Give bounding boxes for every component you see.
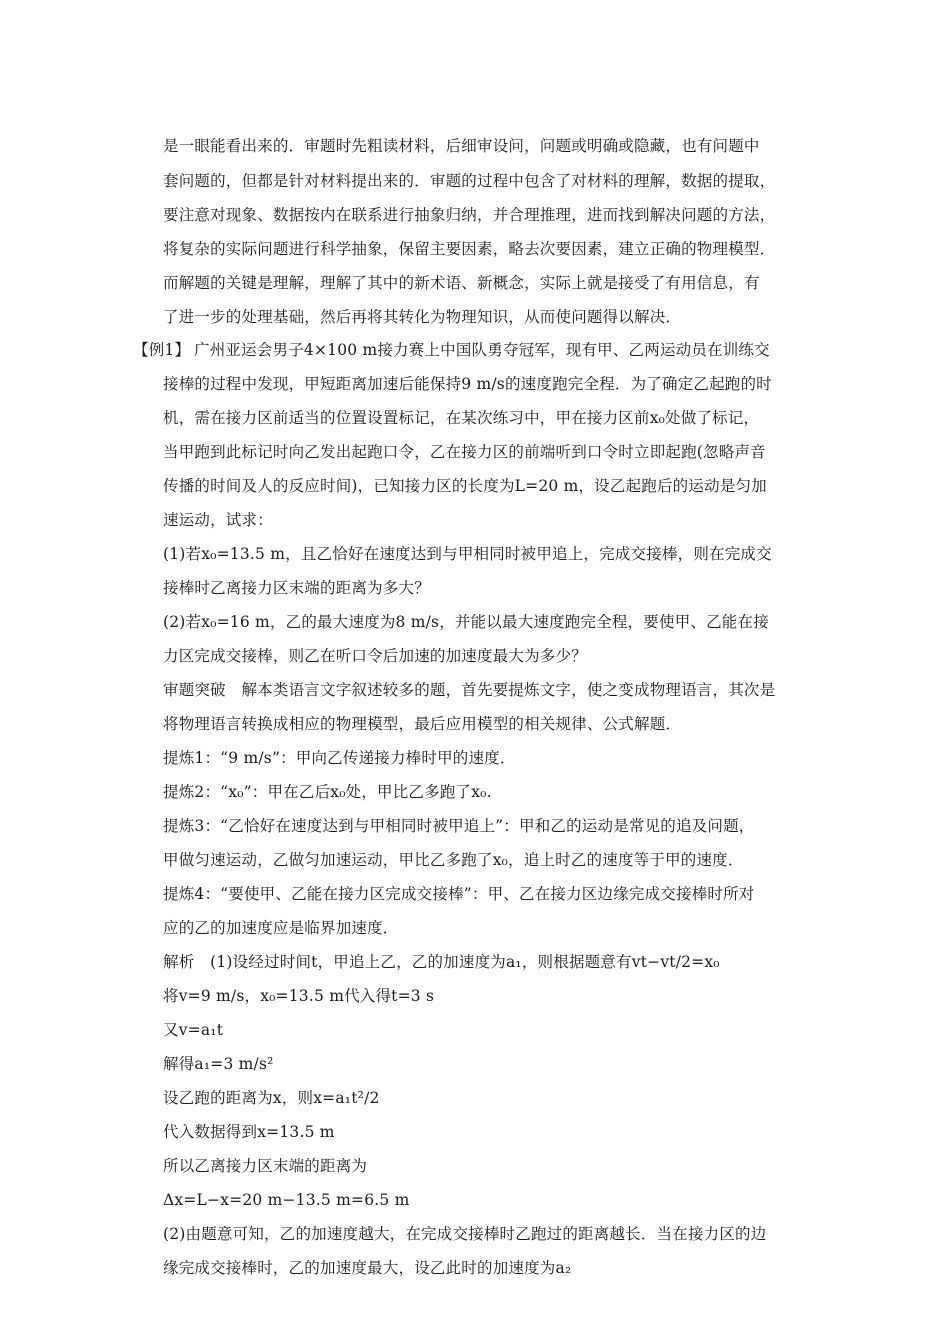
refine-line: 甲做匀速运动，乙做匀加速运动，甲比乙多跑了x₀，追上时乙的速度等于甲的速度． xyxy=(163,851,744,869)
refine-line: 提炼1：“9 m/s”：甲向乙传递接力棒时甲的速度． xyxy=(163,749,516,767)
example-line: 速运动，试求： xyxy=(163,511,273,529)
solution-line: 所以乙离接力区末端的距离为 xyxy=(163,1157,368,1175)
example-line: 接棒的过程中发现，甲短距离加速后能保持9 m/s的速度跑完全程．为了确定乙起跑的时 xyxy=(163,375,772,393)
solution-line: 又v=a₁t xyxy=(163,1021,224,1039)
question-1: 接棒时乙离接力区末端的距离为多大？ xyxy=(163,579,430,597)
refine-line: 应的乙的加速度应是临界加速度． xyxy=(163,919,399,937)
solution-line: 将v=9 m/s，x₀=13.5 m代入得t=3 s xyxy=(163,987,435,1005)
question-2: 力区完成交接棒，则乙在听口令后加速的加速度最大为多少？ xyxy=(163,647,587,665)
example-line: 广州亚运会男子4×100 m接力赛上中国队勇夺冠军，现有甲、乙两运动员在训练交 xyxy=(194,341,770,359)
solution-line: Δx=L−x=20 m−13.5 m=6.5 m xyxy=(163,1191,410,1209)
intro-line: 将复杂的实际问题进行科学抽象，保留主要因素，略去次要因素，建立正确的物理模型． xyxy=(163,240,776,258)
intro-line: 而解题的关键是理解，理解了其中的新术语、新概念，实际上就是接受了有用信息，有 xyxy=(163,274,760,292)
refine-line: 提炼2：“x₀”：甲在乙后x₀处，甲比乙多跑了x₀. xyxy=(163,783,492,801)
refine-line: 提炼3：“乙恰好在速度达到与甲相同时被甲追上”：甲和乙的运动是常见的追及问题， xyxy=(163,817,755,835)
refine-line: 提炼4：“要使甲、乙能在接力区完成交接棒”：甲、乙在接力区边缘完成交接棒时所对 xyxy=(163,885,755,903)
analysis-line: 将物理语言转换成相应的物理模型，最后应用模型的相关规律、公式解题． xyxy=(163,715,682,733)
intro-line: 是一眼能看出来的．审题时先粗读材料，后细审设问，问题或明确或隐藏，也有问题中 xyxy=(163,137,760,155)
example-label: 【例1】 xyxy=(133,341,191,359)
example-line: 传播的时间及人的反应时间)，已知接力区的长度为L=20 m，设乙起跑后的运动是匀加 xyxy=(163,477,767,495)
example-line: 当甲跑到此标记时向乙发出起跑口令，乙在接力区的前端听到口令时立即起跑(忽略声音 xyxy=(163,443,766,461)
intro-line: 要注意对现象、数据按内在联系进行抽象归纳，并合理推理，进而找到解决问题的方法， xyxy=(163,206,776,224)
question-2: (2)若x₀=16 m，乙的最大速度为8 m/s，并能以最大速度跑完全程，要使甲、乙能在接 xyxy=(163,613,769,631)
example-line: 机，需在接力区前适当的位置设置标记，在某次练习中，甲在接力区前x₀处做了标记， xyxy=(163,409,760,427)
solution-line: 解析 (1)设经过时间t，甲追上乙，乙的加速度为a₁，则根据题意有vt−vt/2=x₀ xyxy=(163,953,720,971)
analysis-line: 审题突破 解本类语言文字叙述较多的题，首先要提炼文字，使之变成物理语言，其次是 xyxy=(163,681,776,699)
solution-line: 解得a₁=3 m/s² xyxy=(163,1055,274,1073)
solution-line: 缘完成交接棒时，乙的加速度最大，设乙此时的加速度为a₂ xyxy=(163,1259,572,1277)
question-1: (1)若x₀=13.5 m，且乙恰好在速度达到与甲相同时被甲追上，完成交接棒，则在完成交 xyxy=(163,545,772,563)
solution-line: 代入数据得到x=13.5 m xyxy=(163,1123,335,1141)
solution-line: (2)由题意可知，乙的加速度越大，在完成交接棒时乙跑过的距离越长．当在接力区的边 xyxy=(163,1225,767,1243)
intro-line: 了进一步的处理基础，然后再将其转化为物理知识，从而使问题得以解决． xyxy=(163,308,682,326)
intro-line: 套问题的，但都是针对材料提出来的．审题的过程中包含了对材料的理解，数据的提取， xyxy=(163,172,776,190)
solution-line: 设乙跑的距离为x，则x=a₁t²/2 xyxy=(163,1089,380,1107)
